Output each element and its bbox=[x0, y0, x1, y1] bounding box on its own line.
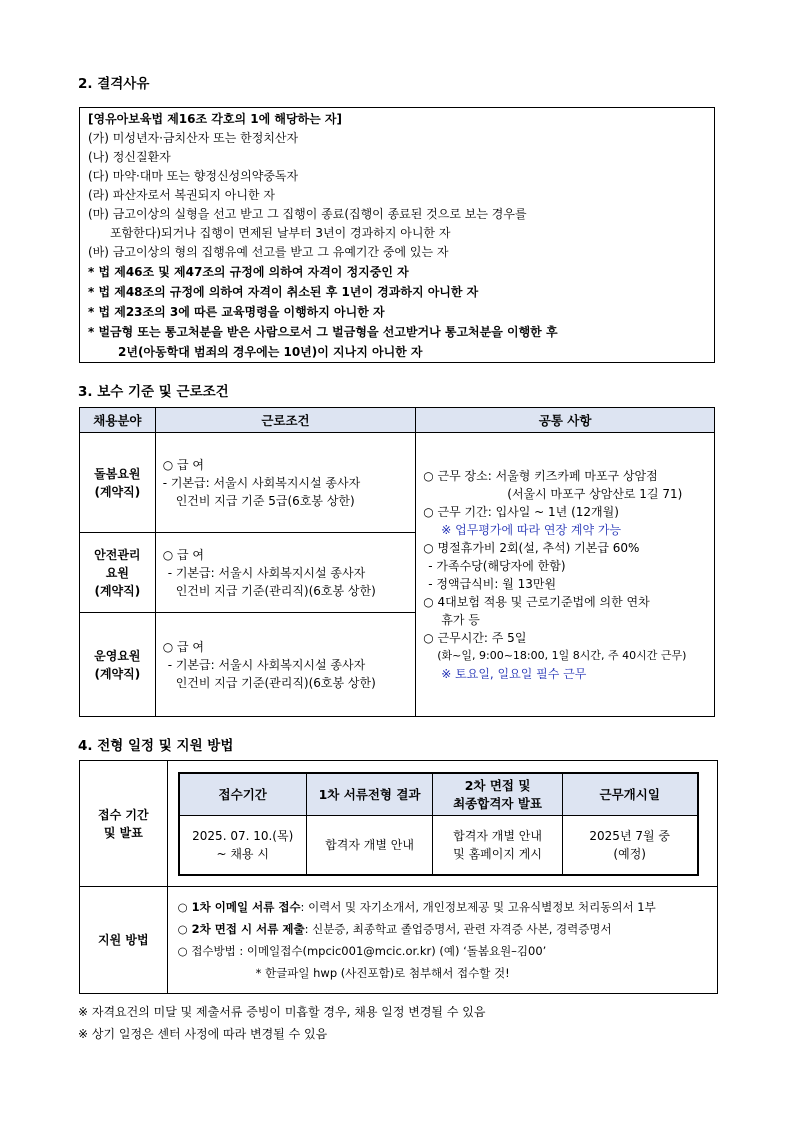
second-result-value bbox=[433, 815, 562, 875]
salary-label: ○ 급 여 bbox=[162, 547, 204, 562]
header-field: 채용분야 bbox=[80, 408, 156, 433]
common-line: ※ 업무평가에 따라 연장 계약 가능 bbox=[441, 522, 622, 537]
field-type: (계약직) bbox=[94, 583, 141, 598]
first-result-value bbox=[306, 815, 433, 875]
common-line: (서울시 마포구 상암산로 1길 71) bbox=[507, 486, 683, 501]
common-line: - 정액급식비: 월 13만원 bbox=[428, 576, 557, 591]
disqualification-item: (마) 금고이상의 실형을 선고 받고 그 집행이 종료(집행이 종료된 것으로 보는 경우를 bbox=[88, 207, 527, 221]
disqualification-item-cont: 2년(아동학대 범죄의 경우에는 10년)이 지나지 아니한 자 bbox=[118, 345, 423, 359]
field-name: 요원 bbox=[105, 565, 129, 580]
apply-method-cell bbox=[167, 887, 717, 994]
salary-line: - 기본급: 서울시 사회복지시설 종사자 bbox=[167, 565, 366, 580]
start-date-line: (예정) bbox=[613, 846, 646, 861]
apply-label-cell bbox=[80, 887, 168, 994]
disqualification-heading: [영유아보육법 제16조 각호의 1에 해당하는 자] bbox=[88, 112, 342, 126]
condition-cell-operation bbox=[155, 613, 416, 717]
common-line: ○ 4대보험 적용 및 근로기준법에 의한 연차 bbox=[423, 594, 650, 609]
disqualification-item-cont: 포함한다)되거나 집행이 면제된 날부터 3년이 경과하지 아니한 자 bbox=[110, 226, 451, 240]
salary-line: 인건비 지급 기준(관리직)(6호봉 상한) bbox=[175, 583, 376, 598]
header-second-result bbox=[433, 773, 562, 815]
condition-cell-care bbox=[155, 433, 416, 533]
disqualification-item: * 법 제23조의 3에 따른 교육명령을 이행하지 아니한 자 bbox=[88, 305, 385, 319]
salary-line: - 기본급: 서울시 사회복지시설 종사자 bbox=[167, 657, 366, 672]
apply-line: * 한글파일 hwp (사진포함)로 첨부해서 접수할 것! bbox=[255, 966, 510, 980]
apply-label: 지원 방법 bbox=[98, 933, 149, 947]
apply-line: ○ 1차 이메일 서류 접수: 이력서 및 자기소개서, 개인정보제공 및 고유식별정보 처리동의서 1부 bbox=[177, 900, 656, 914]
conditions-table bbox=[79, 407, 715, 717]
condition-cell-safety bbox=[155, 533, 416, 613]
header-conditions: 근로조건 bbox=[155, 408, 416, 433]
start-date-line: 2025년 7월 중 bbox=[589, 828, 670, 843]
common-line: ○ 근무시간: 주 5일 bbox=[423, 630, 527, 645]
common-cell bbox=[416, 433, 715, 717]
common-line: (화~일, 9:00~18:00, 1일 8시간, 주 40시간 근무) bbox=[437, 648, 687, 662]
common-line: ※ 토요일, 일요일 필수 근무 bbox=[441, 666, 587, 681]
disqualification-item: * 벌금형 또는 통고처분을 받은 사람으로서 그 벌금형을 선고받거나 통고처분을 이행한 후 bbox=[88, 325, 558, 339]
disqualification-item: * 법 제48조의 규정에 의하여 자격이 취소된 후 1년이 경과하지 아니한 자 bbox=[88, 285, 479, 299]
field-cell-safety bbox=[80, 533, 156, 613]
disqualification-box bbox=[79, 107, 715, 363]
salary-line: 인건비 지급 기준 5급(6호봉 상한) bbox=[175, 493, 355, 508]
section-title-conditions: 3. 보수 기준 및 근로조건 bbox=[78, 384, 229, 400]
header-first-result: 1차 서류전형 결과 bbox=[306, 773, 433, 815]
schedule-label: 및 발표 bbox=[103, 825, 143, 840]
second-result-line: 및 홈페이지 게시 bbox=[453, 846, 542, 861]
field-name: 돌봄요원 bbox=[94, 466, 141, 481]
common-line: ○ 명절휴가비 2회(설, 추석) 기본급 60% bbox=[423, 540, 640, 555]
salary-label: ○ 급 여 bbox=[162, 457, 204, 472]
schedule-label-cell bbox=[80, 761, 168, 887]
common-line: ○ 근무 기간: 입사일 ~ 1년 (12개월) bbox=[423, 504, 619, 519]
disqualification-item: (라) 파산자로서 복권되지 아니한 자 bbox=[88, 188, 275, 202]
schedule-label: 접수 기간 bbox=[98, 807, 149, 822]
footnote: ※ 상기 일정은 센터 사정에 따라 변경될 수 있음 bbox=[78, 1027, 328, 1041]
schedule-table bbox=[79, 760, 718, 994]
disqualification-item: * 법 제46조 및 제47조의 규정에 의하여 자격이 정지중인 자 bbox=[88, 265, 409, 279]
common-line: ○ 근무 장소: 서울형 키즈카페 마포구 상암점 bbox=[423, 468, 658, 483]
field-type: (계약직) bbox=[94, 484, 141, 499]
disqualification-item: (나) 정신질환자 bbox=[88, 150, 171, 164]
disqualification-item: (가) 미성년자·금치산자 또는 한정치산자 bbox=[88, 131, 299, 145]
field-name: 운영요원 bbox=[94, 648, 141, 663]
first-result-line: 합격자 개별 안내 bbox=[325, 837, 414, 852]
section-title-disqualification: 2. 결격사유 bbox=[78, 76, 150, 92]
section-title-schedule: 4. 전형 일정 및 지원 방법 bbox=[78, 738, 234, 754]
period-line: 2025. 07. 10.(목) bbox=[192, 828, 294, 843]
common-line: 휴가 등 bbox=[441, 612, 480, 627]
salary-line: - 기본급: 서울시 사회복지시설 종사자 bbox=[162, 475, 361, 490]
disqualification-item: (다) 마약·대마 또는 향정신성의약중독자 bbox=[88, 169, 299, 183]
apply-line: ○ 2차 면접 시 서류 제출: 신분증, 최종학교 졸업증명서, 관련 자격증 사본, 경력증명서 bbox=[177, 922, 612, 936]
common-line: - 가족수당(해당자에 한함) bbox=[428, 558, 566, 573]
footnote: ※ 자격요건의 미달 및 제출서류 증빙이 미흡할 경우, 채용 일정 변경될 수 있음 bbox=[78, 1005, 486, 1019]
header-start-date: 근무개시일 bbox=[562, 773, 697, 815]
header-second-line: 2차 면접 및 bbox=[464, 778, 531, 794]
salary-line: 인건비 지급 기준(관리직)(6호봉 상한) bbox=[175, 675, 376, 690]
start-date-value bbox=[562, 815, 697, 875]
schedule-inner-table bbox=[178, 772, 699, 876]
period-line: ~ 채용 시 bbox=[216, 846, 269, 861]
disqualification-item: (바) 금고이상의 형의 집행유예 선고를 받고 그 유예기간 중에 있는 자 bbox=[88, 245, 449, 259]
header-period: 접수기간 bbox=[179, 773, 307, 815]
schedule-inner-cell bbox=[167, 761, 717, 887]
field-cell-care bbox=[80, 433, 156, 533]
field-name: 안전관리 bbox=[94, 547, 141, 562]
header-common: 공통 사항 bbox=[416, 408, 715, 433]
header-second-line: 최종합격자 발표 bbox=[453, 796, 542, 812]
salary-label: ○ 급 여 bbox=[162, 639, 204, 654]
field-type: (계약직) bbox=[94, 666, 141, 681]
field-cell-operation bbox=[80, 613, 156, 717]
apply-line: ○ 접수방법 : 이메일접수(mpcic001@mcic.or.kr) (예) ‘돌봄요원–김00’ bbox=[177, 944, 547, 958]
period-value bbox=[179, 815, 307, 875]
second-result-line: 합격자 개별 안내 bbox=[453, 828, 542, 843]
